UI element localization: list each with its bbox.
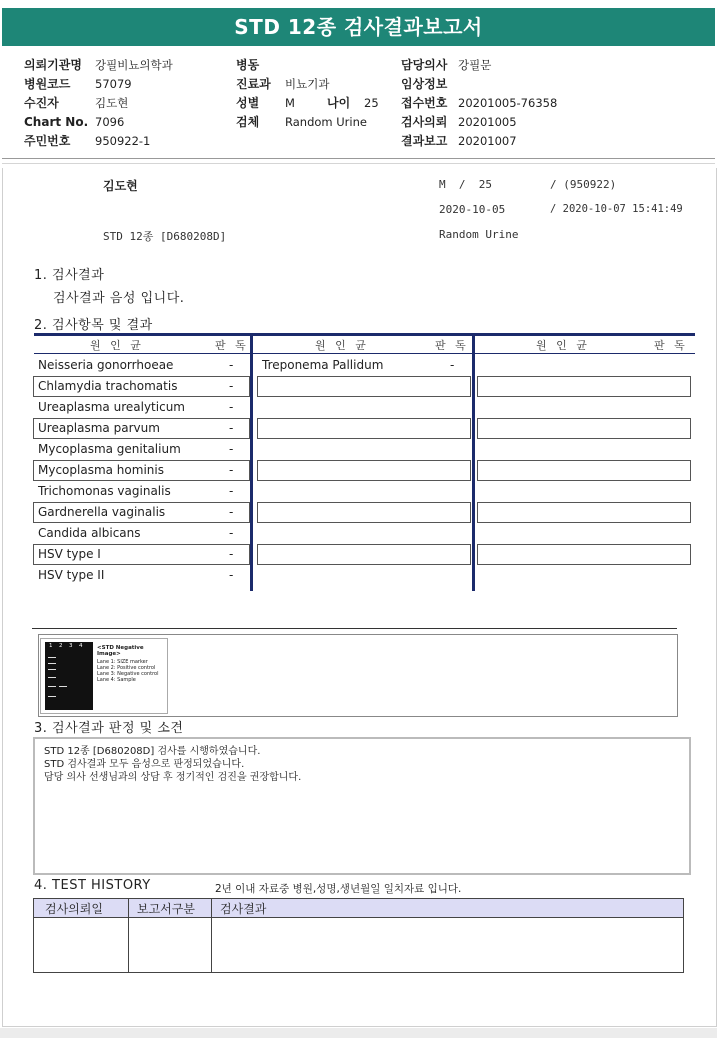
col2-empty-cell [257, 502, 471, 523]
info-row [24, 56, 224, 75]
info-value: Random Urine [285, 115, 367, 129]
gel-top-rule [32, 628, 677, 629]
col2-header: 원 인 균 [315, 339, 369, 352]
info-row [401, 132, 701, 151]
item-result: - [229, 421, 234, 435]
info-label: 의뢰기관명 [24, 58, 82, 72]
gel-title: <STD Negative Image> [97, 645, 144, 657]
info-row [24, 113, 224, 132]
info-label: 병원코드 [24, 77, 71, 91]
col2-judge-header: 판 독 [435, 339, 469, 352]
col2-empty-cell [257, 544, 471, 565]
gel-lane-number: 1 [49, 643, 53, 649]
patient-birth: / (950922) [550, 178, 617, 191]
column-divider-1 [250, 333, 253, 591]
col3-judge-header: 판 독 [654, 339, 688, 352]
age-value: 25 [364, 96, 379, 110]
report-time: / 2020-10-07 15:41:49 [550, 203, 683, 215]
gel-band [48, 677, 56, 678]
info-value: 김도현 [95, 96, 129, 110]
item-result: - [229, 463, 234, 477]
item-name: HSV type II [38, 568, 105, 582]
item-result: - [229, 526, 234, 540]
info-value: 20201005 [458, 115, 517, 129]
item-name: Neisseria gonorrhoeae [38, 358, 174, 372]
gel-legend-line: Lane 1: SIZE marker [97, 659, 148, 665]
info-value: 57079 [95, 77, 132, 91]
gel-band [48, 686, 56, 687]
patient-name: 김도현 [103, 179, 138, 193]
info-value: M [285, 96, 295, 110]
gel-band [48, 669, 56, 670]
item-name: Candida albicans [38, 526, 141, 540]
info-label: 성별 [236, 96, 260, 110]
info-row [401, 94, 701, 113]
history-header-report-type: 보고서구분 [137, 902, 195, 916]
item-name: Ureaplasma urealyticum [38, 400, 185, 414]
gel-band [59, 686, 67, 687]
opinion-line: STD 검사결과 모두 음성으로 판정되었습니다. [44, 759, 245, 770]
section1-title: 1. 검사결과 [34, 268, 105, 283]
item-name: Mycoplasma genitalium [38, 442, 181, 456]
item-name: Trichomonas vaginalis [38, 484, 171, 498]
info-value: 20201005-76358 [458, 96, 558, 110]
item-result: - [229, 484, 234, 498]
info-label: Chart No. [24, 115, 89, 129]
gel-image-panel [40, 638, 168, 714]
info-label: 임상정보 [401, 77, 448, 91]
info-row [236, 75, 396, 94]
gel-legend-line: Lane 2: Positive control [97, 665, 156, 671]
info-column-1 [24, 56, 224, 151]
history-body [33, 916, 684, 973]
header-divider-2 [2, 163, 715, 164]
item-result: - [229, 358, 234, 372]
col3-empty-cell [477, 376, 691, 397]
column-divider-2 [472, 333, 475, 591]
info-label: 주민번호 [24, 134, 71, 148]
info-value: 950922-1 [95, 134, 151, 148]
col2-empty-cell [257, 460, 471, 481]
item-name: Chlamydia trachomatis [38, 379, 178, 393]
test-name: STD 12종 [D680208D] [103, 230, 227, 243]
opinion-line: 담당 의사 선생님과의 상담 후 정기적인 검진을 권장합니다. [44, 772, 302, 783]
info-row [24, 132, 224, 151]
info-value: 7096 [95, 115, 125, 129]
history-col-divider-2 [211, 898, 212, 973]
item-result: - [229, 379, 234, 393]
report-title: STD 12종 검사결과보고서 [2, 8, 715, 46]
item-result: - [229, 547, 234, 561]
section4-title: 4. TEST HISTORY [34, 878, 151, 893]
info-row [24, 94, 224, 113]
info-label: 진료과 [236, 77, 271, 91]
col3-empty-cell [477, 460, 691, 481]
item-name: Ureaplasma parvum [38, 421, 160, 435]
info-value: 비뇨기과 [285, 77, 330, 91]
history-header-row [33, 898, 684, 918]
info-age [327, 94, 379, 113]
col2-empty-cell [257, 376, 471, 397]
section2-title: 2. 검사항목 및 결과 [34, 318, 153, 333]
info-row [24, 75, 224, 94]
info-row [236, 113, 396, 132]
info-label: 결과보고 [401, 134, 448, 148]
specimen: Random Urine [439, 228, 519, 241]
col3-empty-cell [477, 544, 691, 565]
col2-item-result: - [450, 358, 455, 372]
gel-legend-line: Lane 3: Negative control [97, 671, 159, 677]
gel-legend-line: Lane 4: Sample [97, 677, 136, 683]
info-label: 접수번호 [401, 96, 448, 110]
col2-empty-cell [257, 418, 471, 439]
info-label: 검체 [236, 115, 260, 129]
table-top-rule [34, 333, 695, 336]
info-row [401, 56, 701, 75]
header-divider [2, 158, 715, 159]
info-label: 담당의사 [401, 58, 448, 72]
section3-title: 3. 검사결과 판정 및 소견 [34, 721, 184, 736]
opinion-line: STD 12종 [D680208D] 검사를 시행하였습니다. [44, 746, 261, 757]
gel-lane-number: 2 [59, 643, 63, 649]
col3-empty-cell [477, 502, 691, 523]
col2-item-name: Treponema Pallidum [262, 358, 384, 372]
gel-band [48, 663, 56, 664]
request-date: 2020-10-05 [439, 203, 506, 216]
table-header-rule [34, 353, 695, 354]
info-row [401, 75, 701, 94]
item-name: HSV type I [38, 547, 101, 561]
gel-image [45, 642, 93, 710]
info-label: 병동 [236, 58, 260, 72]
item-result: - [229, 442, 234, 456]
info-value: 강필문 [458, 58, 492, 72]
item-result: - [229, 505, 234, 519]
bottom-strip [0, 1028, 717, 1038]
age-label: 나이 [327, 96, 351, 110]
gel-lane-number: 3 [69, 643, 73, 649]
info-row [236, 56, 396, 75]
item-name: Gardnerella vaginalis [38, 505, 166, 519]
item-result: - [229, 400, 234, 414]
gel-band [48, 696, 56, 697]
opinion-box [33, 737, 691, 875]
info-label: 검사의뢰 [401, 115, 448, 129]
history-note: 2년 이내 자료중 병원,성명,생년월일 일치자료 입니다. [215, 883, 462, 895]
col3-empty-cell [477, 418, 691, 439]
item-result: - [229, 568, 234, 582]
info-value: 20201007 [458, 134, 517, 148]
info-column-3 [401, 56, 701, 151]
col1-header: 원 인 균 [90, 339, 144, 352]
gel-band [48, 657, 56, 658]
result-summary: 검사결과 음성 입니다. [53, 291, 185, 306]
history-header-result: 검사결과 [220, 902, 267, 916]
info-row [401, 113, 701, 132]
history-col-divider-1 [128, 898, 129, 973]
gel-legend [97, 659, 159, 683]
col3-header: 원 인 균 [536, 339, 590, 352]
history-header-request-date: 검사의뢰일 [45, 902, 103, 916]
patient-sex-age: M / 25 [439, 178, 492, 191]
gel-lane-number: 4 [79, 643, 83, 649]
info-label: 수진자 [24, 96, 59, 110]
col1-judge-header: 판 독 [215, 339, 249, 352]
item-name: Mycoplasma hominis [38, 463, 164, 477]
info-value: 강필비뇨의학과 [95, 58, 173, 72]
